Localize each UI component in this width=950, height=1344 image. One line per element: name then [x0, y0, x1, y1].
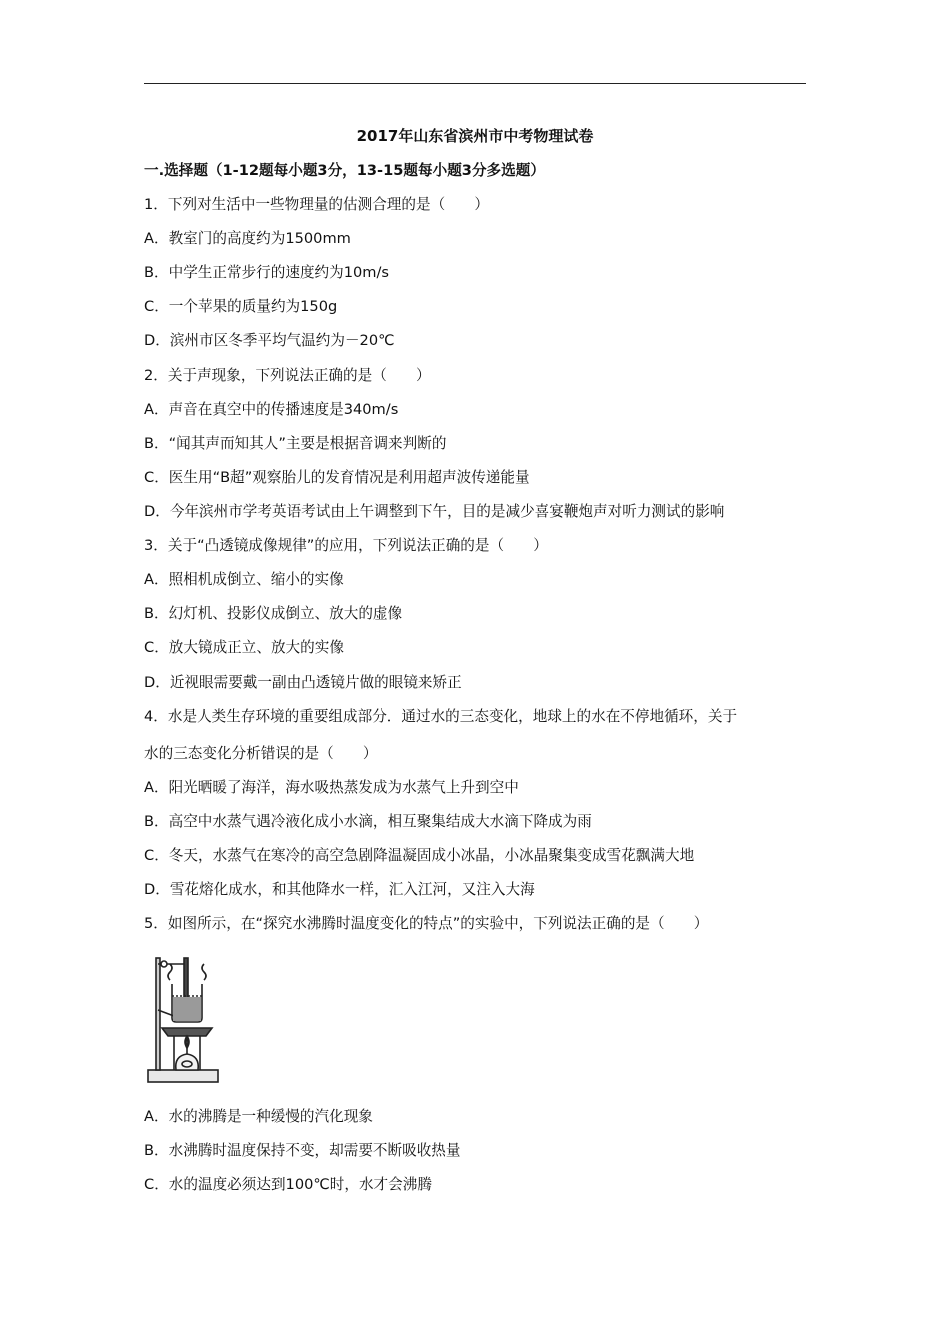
q1-option-b: B．中学生正常步行的速度约为10m/s [144, 264, 390, 281]
q1-option-a: A．教室门的高度约为1500mm [144, 230, 351, 247]
question-2: 2．关于声现象，下列说法正确的是（ ） [144, 367, 431, 384]
question-1: 1．下列对生活中一些物理量的估测合理的是（ ） [144, 196, 489, 213]
q3-option-b: B．幻灯机、投影仪成倒立、放大的虚像 [144, 605, 403, 622]
question-4: 4．水是人类生存环境的重要组成部分．通过水的三态变化，地球上的水在不停地循环，关于 [144, 708, 738, 725]
q4-option-a: A．阳光晒暖了海洋，海水吸热蒸发成为水蒸气上升到空中 [144, 779, 519, 796]
q2-option-b: B．“闻其声而知其人”主要是根据音调来判断的 [144, 435, 447, 452]
q3-option-c: C．放大镜成正立、放大的实像 [144, 639, 344, 656]
question-4-cont: 水的三态变化分析错误的是（ ） [144, 745, 378, 762]
boiling-water-apparatus-icon [144, 950, 224, 1086]
q5-option-c: C．水的温度必须达到100℃时，水才会沸腾 [144, 1176, 432, 1193]
q4-option-d: D．雪花熔化成水，和其他降水一样，汇入江河，又注入大海 [144, 881, 535, 898]
q4-option-b: B．高空中水蒸气遇冷液化成小水滴，相互聚集结成大水滴下降成为雨 [144, 813, 592, 830]
q2-option-c: C．医生用“B超”观察胎儿的发育情况是利用超声波传递能量 [144, 469, 530, 486]
q3-option-a: A．照相机成倒立、缩小的实像 [144, 571, 344, 588]
exam-title: 2017年山东省滨州市中考物理试卷 [356, 127, 594, 145]
q5-option-b: B．水沸腾时温度保持不变，却需要不断吸收热量 [144, 1142, 461, 1159]
question-5: 5．如图所示，在“探究水沸腾时温度变化的特点”的实验中，下列说法正确的是（ ） [144, 915, 709, 932]
q2-option-a: A．声音在真空中的传播速度是340m/s [144, 401, 399, 418]
q5-option-a: A．水的沸腾是一种缓慢的汽化现象 [144, 1108, 373, 1125]
question-3: 3．关于“凸透镜成像规律”的应用，下列说法正确的是（ ） [144, 537, 548, 554]
q4-option-c: C．冬天，水蒸气在寒冷的高空急剧降温凝固成小冰晶，小冰晶聚集变成雪花飘满大地 [144, 847, 695, 864]
q2-option-d: D．今年滨州市学考英语考试由上午调整到下午，目的是减少喜宴鞭炮声对听力测试的影响 [144, 503, 725, 520]
section-heading: 一.选择题（1-12题每小题3分，13-15题每小题3分多选题） [144, 162, 545, 179]
q1-option-c: C．一个苹果的质量约为150g [144, 298, 338, 315]
q3-option-d: D．近视眼需要戴一副由凸透镜片做的眼镜来矫正 [144, 674, 462, 691]
header-rule [144, 83, 806, 84]
q1-option-d: D．滨州市区冬季平均气温约为－20℃ [144, 332, 395, 349]
